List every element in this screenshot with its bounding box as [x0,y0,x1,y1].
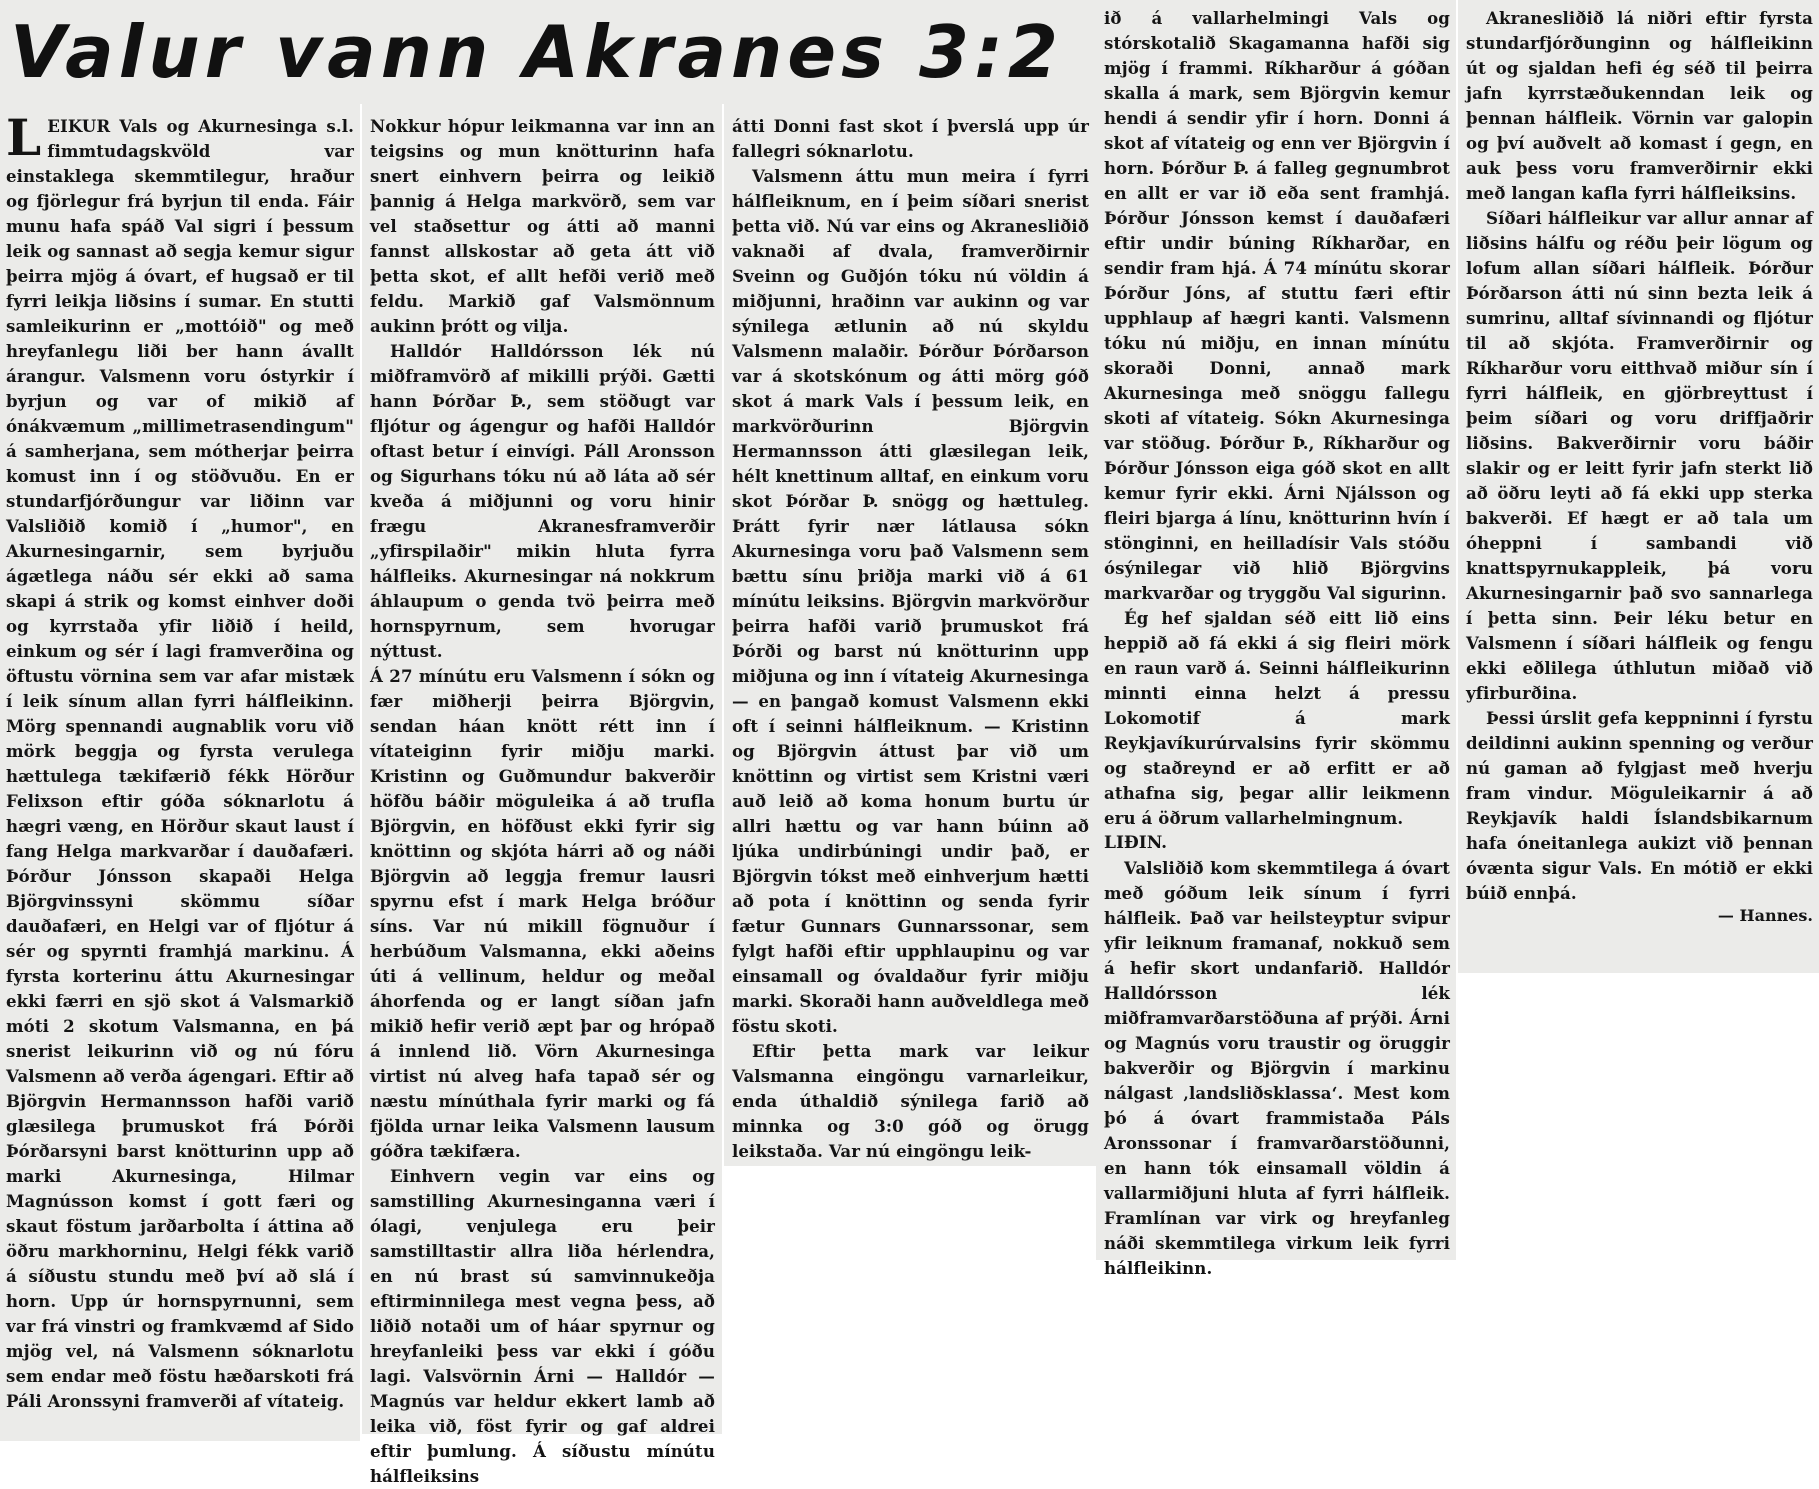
article-column-4 [1096,0,1456,1278]
paragraph: Valsmenn áttu mun meira í fyrri hálfleiknum, en í þeim síðari snerist þetta við. Nú var eins og Akranesliðið vaknaði af dvala, framverðirnir Sveinn og Guðjón tóku nú völdin á miðjunni, hraðinn var aukinn og var sýnilega ætlunin að nú skyldu Valsmenn malaðir. Þórður Þórðarson var á skotskónum og átti mörg góð skot á mark Vals í þessum leik, en markvörðurinn Björgvin Hermannsson átti glæsilegan leik, hélt knettinum alltaf, en einkum voru skot Þórðar Þ. snögg og hættuleg. Þrátt fyrir nær látlausa sókn Akurnesinga voru það Valsmenn sem bættu sínu þriðja marki við á 61 mínútu leiksins. Björgvin markvörður þeirra hafði varið þrumuskot frá Þórði og barst nú knötturinn upp miðjuna og inn í vítateig Akurnesinga — en þangað komust Valsmenn ekki oft í seinni hálfleiknum. — Kristinn og Björgvin áttust þar við um knöttinn og virtist sem Kristni væri auð leið að koma honum burtu úr allri hættu og var hann búinn að ljúka undirbúningi undir það, er Björgvin tókst með einhverjum hætti að pota í knöttinn og senda fyrir fætur Gunnars Gunnarssonar, sem fylgt hafði eftir upphlaupinu og var einsamall og óvaldaður fyrir miðju marki. Skoraði hann auðveldlega með föstu skoti. [732,166,1089,1036]
article-column-3 [724,104,1096,1166]
headline: Valur vann Akranes 3:2 [0,0,1096,104]
paragraph: Ég hef sjaldan séð eitt lið eins heppið að fá ekki á sig fleiri mörk en raun varð á. Seinni hálfleikurinn minnti einna helzt á pressu Lokomotif á mark Reykjavíkurúrvalsins fyrir skömmu og staðreynd er að erfitt er að athafna sig, þegar allir leikmenn eru á öðrum vallarhelmingnum. [1104,608,1450,828]
paragraph: Einhvern vegin var eins og samstilling Akurnesinganna væri í ólagi, venjulega eru þeir samstilltastir allra liða hérlendra, en nú brast sú samvinnukeðja eftirminnilega mest vegna þess, að liðið notaði um of háar spyrnur og hreyfanleiki þess var ekki í góðu lagi. Valsvörnin Árni — Halldór — Magnús var heldur ekkert lamb að leika við, föst fyrir og gaf aldrei eftir þumlung. Á síðustu mínútu hálfleiksins [370,1166,715,1486]
paragraph: Þessi úrslit gefa keppninni í fyrstu deildinni aukinn spenning og verður nú gaman að fylgjast með hverju fram vindur. Möguleikarnir á að Reykjavík haldi Íslandsbikarnum hafa óneitanlega aukizt við þennan óvænta sigur Vals. En mótið er ekki búið ennþá. [1466,708,1813,903]
article-column-5 [1458,0,1819,973]
article-column-2 [362,104,722,1486]
paragraph: Á 27 mínútu eru Valsmenn í sókn og fær miðherji þeirra Björgvin, sendan háan knött rétt inn í vítateiginn fyrir miðju marki. Kristinn og Guðmundur bakverðir höfðu báðir möguleika á að trufla Björgvin, en höfðust ekki fyrir sig knöttinn og skjóta hárri að og náði Björgvin að leggja fremur lausri spyrnu efst í mark Helga bróður síns. Var nú mikill fögnuður í herbúðum Valsmanna, ekki aðeins úti á vellinum, heldur og meðal áhorfenda og er langt síðan jafn mikið hefir verið æpt þar og hrópað á innlend lið. Vörn Akurnesinga virtist nú alveg hafa tapað sér og næstu mínúthala fyrir marki og fá fjölda urnar leika Valsmenn lausum góðra tækifæra. [370,666,715,1161]
paragraph: LEIKUR Vals og Akurnesinga s.l. fimmtudagskvöld var einstaklega skemmtilegur, hraður og fjörlegur frá byrjun til enda. Fáir munu hafa spáð Val sigri í þessum leik og sannast að segja kemur sigur þeirra mjög á óvart, ef hugsað er til fyrri leikja liðsins í sumar. En stutti samleikurinn er „mottóið" og með hreyfanlegu liði ber hann ávallt árangur. Valsmenn voru óstyrkir í byrjun og var of mikið af ónákvæmum „millimetrasendingum" á samherjana, sem mótherjar þeirra komust inn í og stöðvuðu. En er stundarfjórðungur var liðinn var Valsliðið komið í „humor", en Akurnesingarnir, sem byrjuðu ágætlega náðu sér ekki að sama skapi á strik og komst einhver doði og kyrrstaða yfir liðið í heild, einkum og sér í lagi framverðina og öftustu vörnina sem var afar mistæk í leik sínum allan fyrri hálfleikinn. Mörg spennandi augnablik voru við mörk beggja og fyrsta verulega hættulega tækifærið fékk Hörður Felixson eftir góða sóknarlotu á hægri væng, en Hörður skaut laust í fang Helga markvarðar í dauðafæri. Þórður Jónsson skapaði Helga Björgvinssyni skömmu síðar dauðafæri, en Helgi var of fljótur á sér og spyrnti framhjá markinu. Á fyrsta korterinu áttu Akurnesingar ekki færri en sjö skot á Valsmarkið móti 2 skotum Valsmanna, en þá snerist leikurinn við og nú fóru Valsmenn að verða ágengari. Eftir að Björgvin Hermannsson hafði varið glæsilega þrumuskot frá Þórði Þórðarsyni barst knötturinn upp að marki Akurnesinga, Hilmar Magnússon komst í gott færi og skaut föstum jarðarbolta í áttina að öðru markhorninu, Helgi fékk varið á síðustu stundu með því að slá í horn. Upp úr hornspyrnunni, sem var frá vinstri og framkvæmd af Sido mjög vel, ná Valsmenn sóknarlotu sem endar með föstu hæðarskoti frá Páli Aronssyni framverði af vítateig. [6,108,354,1411]
paragraph: ið á vallarhelmingi Vals og stórskotalið Skagamanna hafði sig mjög í frammi. Ríkharður á góðan skalla á mark, sem Björgvin kemur hendi á sendir yfir í horn. Donni á skot af vítateig og enn ver Björgvin í horn. Þórður Þ. á falleg gegnumbrot en allt er var ið eða sent framhjá. Þórður Jónsson kemst í dauðafæri eftir undir búning Ríkharðar, en sendir fram hjá. Á 74 mínútu skorar Þórður Jóns, af stuttu færi eftir upphlaup af hægri kanti. Valsmenn tóku nú miðju, en innan mínútu skoraði Donni, annað mark Akurnesinga með snöggu fallegu skoti af vítateig. Sókn Akurnesinga var stöðug. Þórður Þ., Ríkharður og Þórður Jónsson eiga góð skot en allt kemur fyrir ekki. Árni Njálsson og fleiri bjarga á línu, knötturinn hvín í stönginni, en heilladísir Vals stóðu ósýnilegar við hlið Björgvins markvarðar og tryggðu Val sigurinn. [1104,8,1450,603]
paragraph: Eftir þetta mark var leikur Valsmanna eingöngu varnarleikur, enda úthaldið sýnilega farið að minnka og 3:0 góð og örugg leikstaða. Var nú eingöngu leik- [732,1041,1089,1161]
paragraph: Halldór Halldórsson lék nú miðframvörð af mikilli prýði. Gætti hann Þórðar Þ., sem stöðugt var fljótur og ágengur og hafði Halldór oftast betur í einvígi. Páll Aronsson og Sigurhans tóku nú að láta að sér kveða á miðjunni og voru hinir frægu Akranesframverðir „yfirspilaðir" mikin hluta fyrra hálfleiks. Akurnesingar ná nokkrum áhlaupum o genda tvö þeirra með hornspyrnum, sem hvorugar nýttust. [370,341,715,661]
section-heading: LIÐIN. [1104,833,1168,853]
article-column-1 [0,104,360,1441]
paragraph: Nokkur hópur leikmanna var inn an teigsins og mun knötturinn hafa snert einhvern þeirra og leikið þannig á Helga markvörð, sem var vel staðsettur og átti að manni fannst allskostar að geta átt við þetta skot, ef allt hefði verið með feldu. Markið gaf Valsmönnum aukinn þrótt og vilja. [370,116,715,336]
paragraph: Akranesliðið lá niðri eftir fyrsta stundarfjórðunginn og hálfleikinn út og sjaldan hefi ég séð til þeirra jafn kyrrstæðukenndan leik og þennan hálfleik. Vörnin var galopin og því auðvelt að komast í gegn, en auk þess voru framverðirnir ekki með langan kafla fyrri hálfleiksins. [1466,8,1813,203]
author-signature: — Hannes. [1717,906,1813,925]
paragraph: Síðari hálfleikur var allur annar af liðsins hálfu og réðu þeir lögum og lofum allan síðari hálfleik. Þórður Þórðarson átti nú sinn bezta leik á sumrinu, alltaf sívinnandi og fljótur til að skjóta. Framverðirnir og Ríkharður voru eitthvað miður sín í fyrri hálfleik, en gjörbreyttust í þeim síðari og voru driffjaðrir liðsins. Bakverðirnir voru báðir slakir og er leitt fyrir jafn sterkt lið að öðru leyti að fá ekki upp sterka bakverði. Ef hægt er að tala um óheppni í sambandi við knattspyrnukappleik, þá voru Akurnesingarnir það svo sannarlega í þetta sinn. Þeir léku betur en Valsmenn í síðari hálfleik og fengu ekki eðlilega úthlutun miðað við yfirburðina. [1466,208,1813,703]
drop-cap: L [6,108,42,167]
paragraph: átti Donni fast skot í þverslá upp úr fallegri sóknarlotu. [732,116,1089,161]
paragraph: Valsliðið kom skemmtilega á óvart með góðum leik sínum í fyrri hálfleik. Það var heilsteyptur svipur yfir leiknum framanaf, nokkuð sem á hefir skort undanfarið. Halldór Halldórsson lék miðframvarðarstöðuna af prýði. Árni og Magnús voru traustir og öruggir bakverðir og Björgvin í markinu nálgast ‚landsliðsklassa‘. Mest kom þó á óvart frammistaða Páls Aronssonar í framvarðarstöðunni, en hann tók einsamall völdin á vallarmiðjuni hluta af fyrri hálfleik. Framlínan var virk og hreyfanleg náði skemmtilega virkum leik fyrri hálfleikinn. [1104,858,1450,1278]
